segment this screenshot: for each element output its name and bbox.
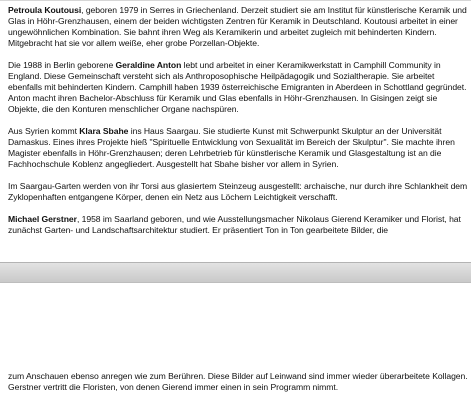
- paragraph-saargau-garden: Im Saargau-Garten werden von ihr Torsi aus glasiertem Steinzeug ausgestellt: archaische, nur durch ihre Schlankheit dem Zyklopenhaften entgangene Körper, denen ein Netz aus Löchern Leichtigkeit verschafft.: [8, 181, 468, 202]
- page-break-shadow: [0, 262, 471, 263]
- paragraph-gerstner-continued: zum Anschauen ebenso anregen wie zum Berühren. Diese Bilder auf Leinwand sind immer wieder überarbeitete Kollagen. Gerstner vertritt die Floristen, von denen Gierend immer einen in sein Programm nimmt.: [8, 371, 468, 392]
- paragraph-gerstner: [8, 214, 468, 236]
- paragraph-sbahe: [8, 126, 468, 170]
- artist-name-anton: Geraldine Anton: [115, 60, 182, 70]
- paragraph-sbahe-text: ins Haus Saargau. Sie studierte Kunst mit Schwerpunkt Skulptur an der Universität Damaskus. Eines ihres Projekte hieß "Spirituelle Entwicklung von Sexualität im Bereich der Skulptur". Sie machte ihren Magister ebenfalls in Höhr-Grenzhausen; deren Lehrbetrieb für künstlerische Keramik und Glasgestaltung ist an die Fachhochschule Koblenz angegliedert. Ausgestellt hat Sbahe bisher vor allem in Syrien.: [8, 126, 455, 169]
- paragraph-anton: [8, 60, 468, 115]
- paragraph-sbahe-intro: Aus Syrien kommt: [8, 126, 80, 136]
- page-break-gap: [0, 262, 471, 282]
- page-top-rule: [0, 0, 471, 1]
- paragraph-anton-text: lebt und arbeitet in einer Keramikwerkstatt in Camphill Community in England. Diese Gemeinschaft versteht sich als Anthroposophische Heilpädagogik und Sozialtherapie. Sie arbeitet ebenfalls mit behinderten Kindern. Camphill haben 1939 österreichische Emigranten in Aberdeen in Schottland gegründet. Anton macht ihren Bachelor-Abschluss für Keramik und Glas ebenfalls in Höhr-Grenzhausen. In Gisingen zeigt sie Objekte, die den Konturen menschlicher Organe nachspüren.: [8, 60, 467, 114]
- document-page-bottom: [0, 282, 471, 400]
- article-body: [8, 5, 468, 247]
- paragraph-anton-intro: Die 1988 in Berlin geborene: [8, 60, 116, 70]
- artist-name-koutousi: Petroula Koutousi: [8, 5, 82, 15]
- paragraph-koutousi: [8, 5, 468, 49]
- artist-name-gerstner: Michael Gerstner: [8, 214, 77, 224]
- article-continuation: [8, 371, 468, 393]
- paragraph-koutousi-text: , geboren 1979 in Serres in Griechenland. Derzeit studiert sie am Institut für künstlerische Keramik und Glas in Höhr-Grenzhausen, einem der beiden wichtigsten Zentren für Keramik in Deutschland. Koutousi arbeitet in einer ungewöhnlichen Kombination. Sie bahnt ihren Weg als Keramikerin und arbeitet zugleich mit behinderten Kindern. Mitgebracht hat sie vor allem weiße, eher grobe Porzellan-Objekte.: [8, 5, 467, 48]
- artist-name-sbahe: Klara Sbahe: [79, 126, 129, 136]
- paragraph-gerstner-text: , 1958 im Saarland geboren, und wie Ausstellungsmacher Nikolaus Gierend Keramiker und Florist, hat zunächst Garten- und Landschaftsarchitektur studiert. Er präsentiert Ton in Ton gearbeitete Bilder, die: [8, 214, 461, 235]
